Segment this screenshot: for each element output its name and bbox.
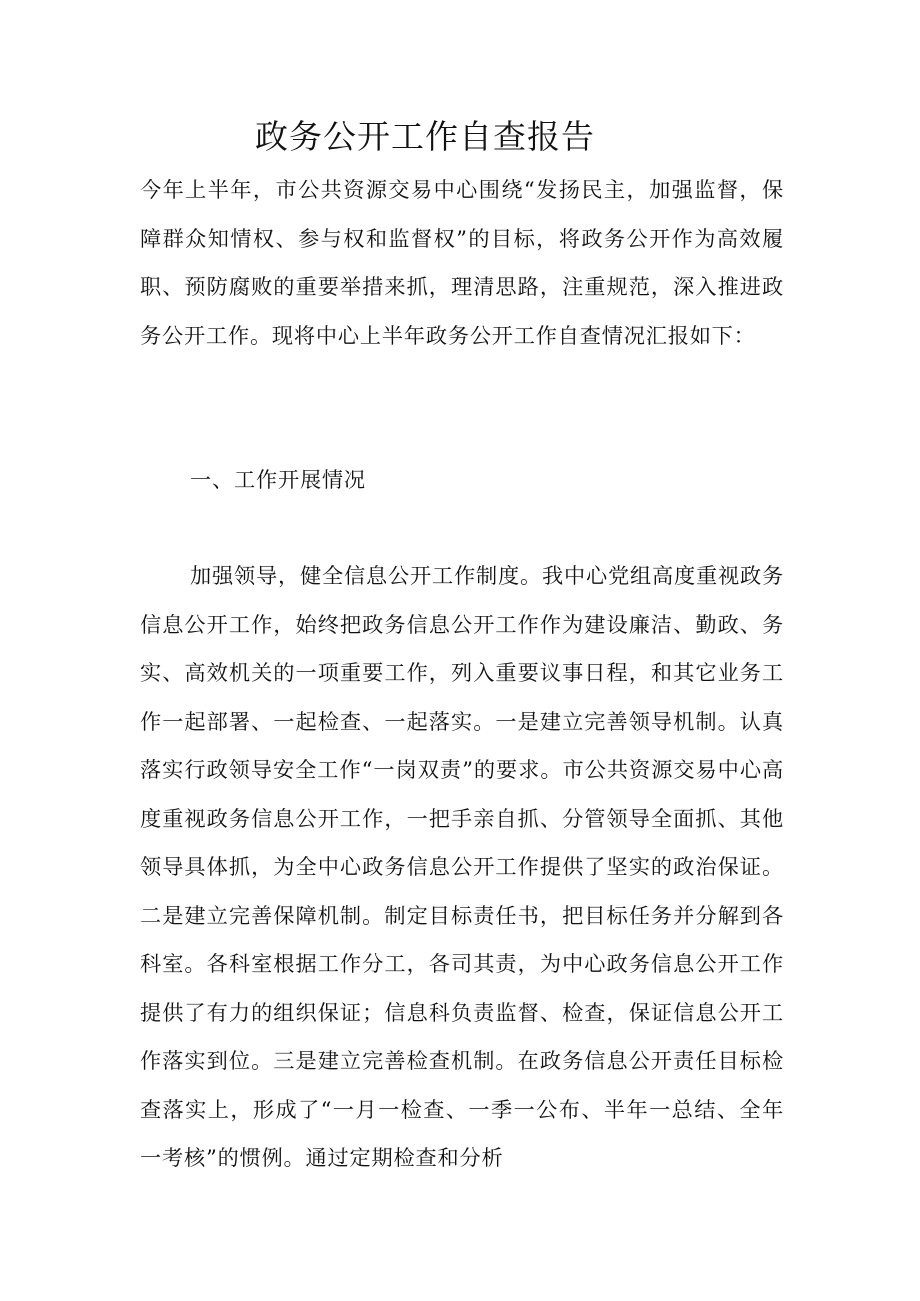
intro-paragraph: 今年上半年，市公共资源交易中心围绕“发扬民主，加强监督，保障群众知情权、参与权和监督权”的目标，将政务公开作为高效履职、预防腐败的重要举措来抓，理清思路，注重规范，深入推进政务公开工作。现将中心上半年政务公开工作自查情况汇报如下： (140, 177, 784, 348)
section-paragraph: 加强领导，健全信息公开工作制度。我中心党组高度重视政务信息公开工作，始终把政务信息公开工作作为建设廉洁、勤政、务实、高效机关的一项重要工作，列入重要议事日程，和其它业务工作一起部署、一起检查、一起落实。一是建立完善领导机制。认真落实行政领导安全工作“一岗双责”的要求。市公共资源交易中心高度重视政务信息公开工作，一把手亲自抓、分管领导全面抓、其他领导具体抓，为全中心政务信息公开工作提供了坚实的政治保证。二是建立完善保障机制。制定目标责任书，把目标任务并分解到各科室。各科室根据工作分工，各司其责，为中心政务信息公开工作提供了有力的组织保证；信息科负责监督、检查，保证信息公开工作落实到位。三是建立完善检查机制。在政务信息公开责任目标检查落实上，形成了“一月一检查、一季一公布、半年一总结、全年一考核”的惯例。通过定期检查和分析 (140, 563, 784, 1170)
document-title: 政务公开工作自查报告 (255, 117, 595, 156)
section-heading: 一、工作开展情况 (190, 467, 366, 492)
